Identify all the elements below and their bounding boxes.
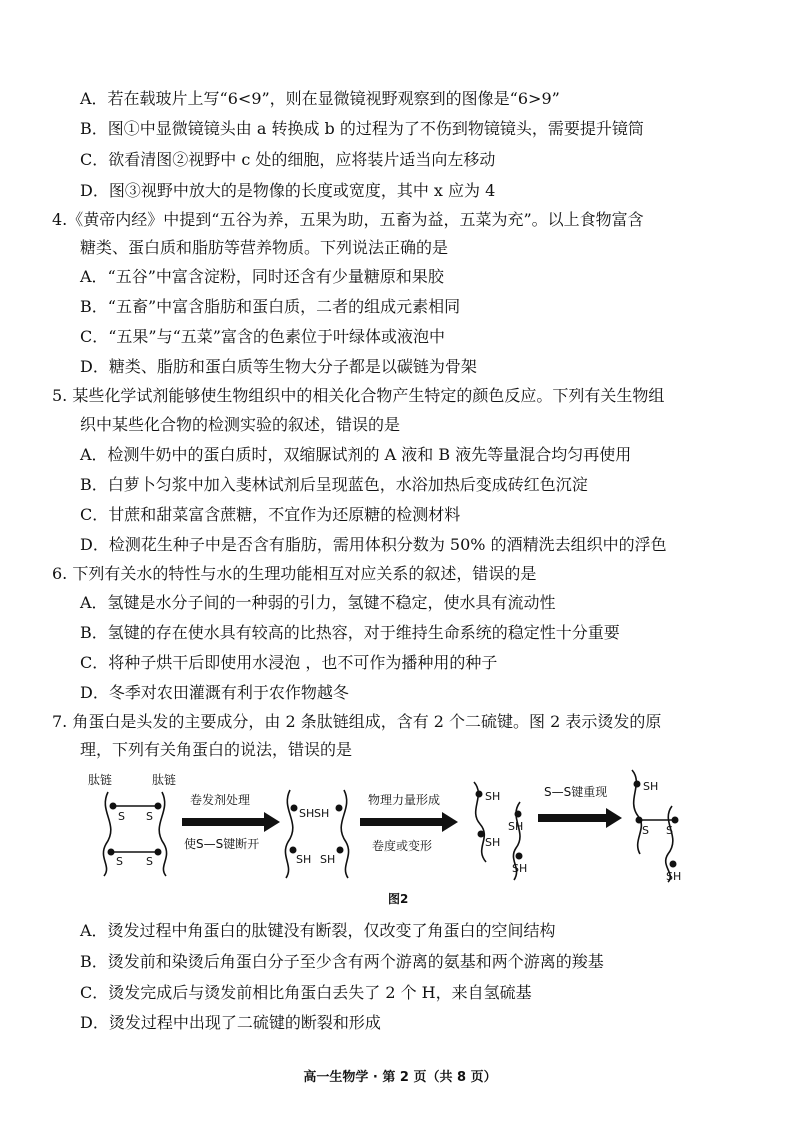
arrow-2 bbox=[360, 812, 458, 832]
q6-option-b: B．氢键的存在使水具有较高的比热容，对于维持生命系统的稳定性十分重要 bbox=[80, 623, 620, 642]
figure-2-diagram bbox=[88, 762, 708, 884]
arrow-1 bbox=[182, 812, 280, 832]
s-label: S bbox=[118, 810, 125, 823]
s-label: S bbox=[146, 855, 153, 868]
sh-label: SH bbox=[508, 820, 524, 833]
sh-dot bbox=[337, 847, 344, 854]
q5-option-b: B．白萝卜匀浆中加入斐林试剂后呈现蓝色，水浴加热后变成砖红色沉淀 bbox=[80, 475, 588, 494]
q6-option-a: A．氢键是水分子间的一种弱的引力，氢键不稳定，使水具有流动性 bbox=[80, 593, 556, 612]
s-label: S bbox=[666, 824, 673, 837]
sh-dot bbox=[476, 791, 483, 798]
sh-label: SH bbox=[485, 836, 501, 849]
page-footer: 高一生物学 · 第 2 页（共 8 页） bbox=[303, 1070, 497, 1085]
arrow-3 bbox=[538, 808, 622, 828]
q3-option-d: D．图③视野中放大的是物像的长度或宽度，其中 x 应为 4 bbox=[80, 181, 496, 200]
sh-dot bbox=[634, 781, 641, 788]
q3-option-c: C．欲看清图②视野中 c 处的细胞，应将装片适当向左移动 bbox=[80, 150, 496, 169]
q6-stem: 6. 下列有关水的特性与水的生理功能相互对应关系的叙述，错误的是 bbox=[52, 564, 537, 583]
q7-option-b: B．烫发前和染烫后角蛋白分子至少含有两个游离的氨基和两个游离的羧基 bbox=[80, 952, 604, 971]
sh-dot bbox=[515, 811, 522, 818]
sh-label: SH bbox=[643, 780, 659, 793]
q5-stem-line1: 5. 某些化学试剂能够使生物组织中的相关化合物产生特定的颜色反应。下列有关生物组 bbox=[52, 386, 665, 405]
q7-option-c: C．烫发完成后与烫发前相比角蛋白丢失了 2 个 H，来自氢硫基 bbox=[80, 983, 532, 1002]
q7-stem-line2: 理，下列有关角蛋白的说法，错误的是 bbox=[80, 740, 353, 759]
q5-option-a: A．检测牛奶中的蛋白质时，双缩脲试剂的 A 液和 B 液先等量混合均匀再使用 bbox=[80, 445, 632, 464]
sh-label: SH bbox=[314, 807, 330, 820]
s-label: S bbox=[642, 824, 649, 837]
s-label: S bbox=[116, 855, 123, 868]
step1-sublabel: 使S—S键断开 bbox=[184, 837, 260, 851]
chain-label-1: 肽链 bbox=[88, 773, 113, 787]
step1-label: 卷发剂处理 bbox=[190, 793, 251, 807]
sh-dot bbox=[670, 861, 677, 868]
q6-option-c: C．将种子烘干后即使用水浸泡 ，也不可作为播种用的种子 bbox=[80, 653, 498, 672]
sh-label: SH bbox=[296, 853, 312, 866]
chain-right-2 bbox=[341, 790, 348, 878]
q6-option-d: D．冬季对农田灌溉有利于农作物越冬 bbox=[80, 683, 349, 702]
sh-dot bbox=[291, 805, 298, 812]
step2-sublabel: 卷度或变形 bbox=[372, 839, 433, 853]
chain-left-2 bbox=[285, 790, 292, 878]
sh-dot bbox=[336, 805, 343, 812]
step3-label: S—S键重现 bbox=[544, 785, 608, 799]
step2-label: 物理力量形成 bbox=[368, 793, 441, 807]
chain-label-2: 肽链 bbox=[152, 773, 177, 787]
q5-stem-line2: 织中某些化合物的检测实验的叙述，错误的是 bbox=[80, 415, 401, 434]
q3-option-b: B．图①中显微镜镜头由 a 转换成 b 的过程为了不伤到物镜镜头，需要提升镜筒 bbox=[80, 119, 644, 138]
q4-stem-line2: 糖类、蛋白质和脂肪等营养物质。下列说法正确的是 bbox=[80, 238, 449, 257]
sh-label: SH bbox=[299, 807, 315, 820]
q5-option-d: D．检测花生种子中是否含有脂肪，需用体积分数为 50% 的酒精洗去组织中的浮色 bbox=[80, 535, 667, 554]
q7-stem-line1: 7. 角蛋白是头发的主要成分，由 2 条肽链组成，含有 2 个二硫键。图 2 表示烫发的原 bbox=[52, 712, 662, 731]
q3-option-a: A．若在载玻片上写“6<9”，则在显微镜视野观察到的图像是“6>9” bbox=[80, 89, 560, 108]
sh-label: SH bbox=[320, 853, 336, 866]
q4-option-a: A．“五谷”中富含淀粉，同时还含有少量糖原和果胶 bbox=[80, 267, 444, 286]
q5-option-c: C．甘蔗和甜菜富含蔗糖，不宜作为还原糖的检测材料 bbox=[80, 505, 461, 524]
sh-dot bbox=[516, 853, 523, 860]
q7-option-a: A．烫发过程中角蛋白的肽键没有断裂，仅改变了角蛋白的空间结构 bbox=[80, 921, 556, 940]
q4-stem-line1: 4.《黄帝内经》中提到“五谷为养，五果为助，五畜为益，五菜为充”。以上食物富含 bbox=[52, 210, 644, 229]
figure-caption: 图2 bbox=[388, 892, 409, 906]
sh-label: SH bbox=[512, 862, 528, 875]
sh-dot bbox=[478, 831, 485, 838]
chain-left bbox=[103, 792, 110, 876]
sh-label: SH bbox=[666, 870, 682, 883]
sh-label: SH bbox=[485, 790, 501, 803]
q4-option-d: D．糖类、脂肪和蛋白质等生物大分子都是以碳链为骨架 bbox=[80, 357, 477, 376]
q7-option-d: D．烫发过程中出现了二硫键的断裂和形成 bbox=[80, 1013, 381, 1032]
s-label: S bbox=[146, 810, 153, 823]
q4-option-c: C．“五果”与“五菜”富含的色素位于叶绿体或液泡中 bbox=[80, 327, 445, 346]
q4-option-b: B．“五畜”中富含脂肪和蛋白质，二者的组成元素相同 bbox=[80, 297, 461, 316]
